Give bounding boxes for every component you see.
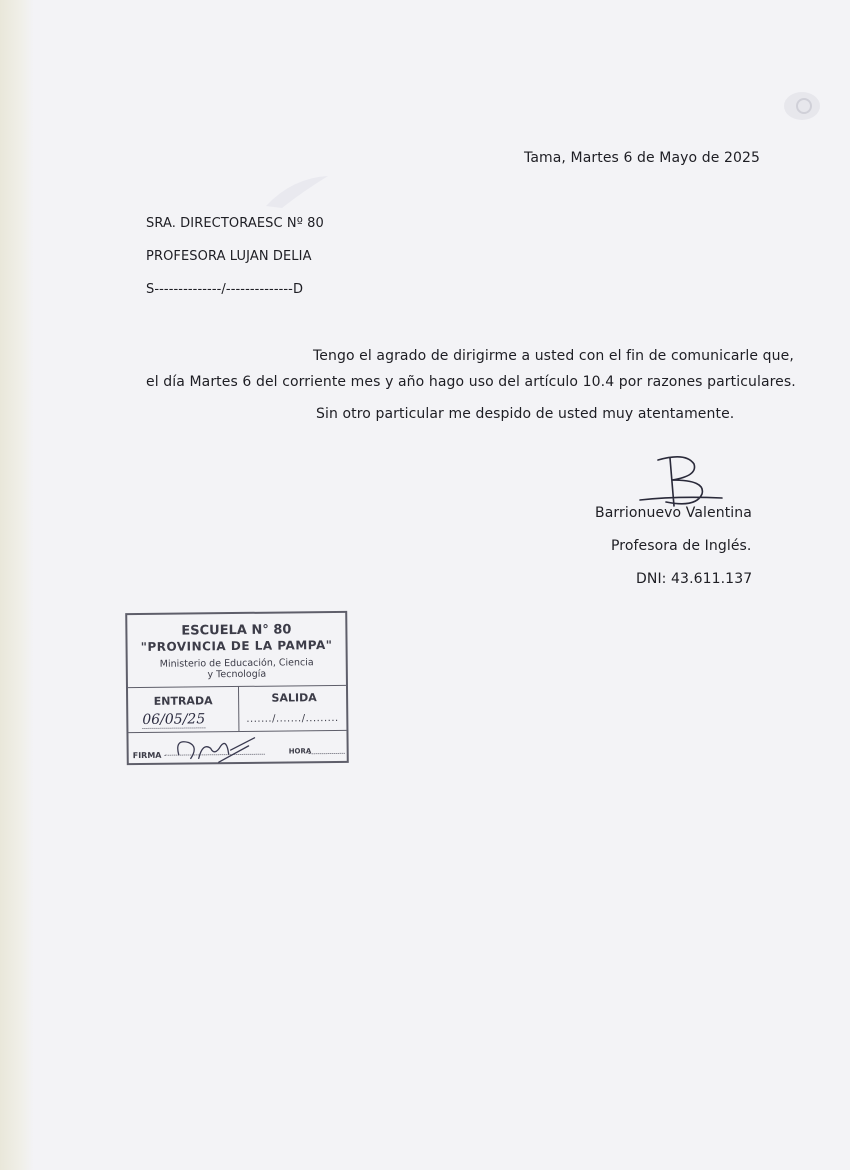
date-line: Tama, Martes 6 de Mayo de 2025	[524, 150, 761, 166]
stamp-signature	[168, 728, 258, 769]
recipient-salutation: S--------------/--------------D	[146, 282, 304, 297]
paper-edge	[0, 0, 34, 1170]
school-entry-stamp	[125, 611, 349, 765]
sender-name: Barrionuevo Valentina	[595, 505, 752, 521]
body-line-1: Tengo el agrado de dirigirme a usted con el fin de comunicarle que,	[313, 348, 794, 364]
stamp-firma-label: FIRMA	[132, 750, 162, 761]
stamp-ministry-line2: y Tecnología	[207, 668, 267, 681]
sender-dni: DNI: 43.611.137	[636, 571, 753, 587]
stamp-hora-label: HORA	[288, 747, 312, 756]
closing-line: Sin otro particular me despido de usted muy atentamente.	[316, 406, 735, 422]
smudge-mark	[262, 172, 332, 212]
stamp-entrada-date: 06/05/25	[142, 711, 206, 728]
stamp-salida-date: ......./......./.........	[246, 712, 339, 725]
recipient-name: PROFESORA LUJAN DELIA	[146, 249, 312, 264]
stamp-province: "PROVINCIA DE LA PAMPA"	[140, 637, 333, 655]
stamp-entrada-label: ENTRADA	[153, 694, 213, 708]
stamp-salida-label: SALIDA	[271, 691, 317, 705]
stamp-ministry-line1: Ministerio de Educación, Ciencia	[159, 657, 314, 670]
stamp-school: ESCUELA N° 80	[181, 622, 292, 639]
stamp-hora-line	[309, 753, 345, 754]
stamp-header	[127, 613, 346, 687]
sender-role: Profesora de Inglés.	[611, 538, 752, 554]
body-line-2: el día Martes 6 del corriente mes y año hago uso del artículo 10.4 por razones particulares.	[146, 374, 796, 390]
recipient-title: SRA. DIRECTORAESC Nº 80	[146, 216, 324, 231]
stain-mark	[780, 86, 826, 126]
signature	[636, 452, 726, 512]
